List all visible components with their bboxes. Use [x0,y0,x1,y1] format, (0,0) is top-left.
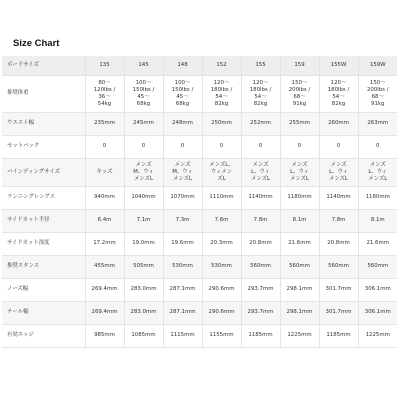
table-cell: 8.1m [280,209,319,232]
header-cell: 145 [124,56,163,75]
row-label: サイドカット半径 [2,209,85,232]
table-row [2,112,397,135]
table-cell: 0 [163,135,202,158]
table-cell: 560mm [280,255,319,278]
row-label: 有効エッジ [2,324,85,347]
table-cell: 250mm [202,112,241,135]
table-cell: 940mm [85,186,124,209]
table-cell: 1115mm [163,324,202,347]
header-row [2,56,397,75]
table-cell: 6.4m [85,209,124,232]
size-chart-table [2,56,397,348]
table-cell: 100〜 150lbs / 45〜 68kg [124,75,163,112]
table-cell: 1070mm [163,186,202,209]
table-cell: 293.7mm [241,301,280,324]
table-cell: 1225mm [358,324,397,347]
table-cell: 21.6mm [358,232,397,255]
table-cell: 120〜 180lbs / 54〜 82kg [202,75,241,112]
table-cell: 120〜 180lbs / 54〜 82kg [241,75,280,112]
table-cell: 530mm [202,255,241,278]
table-cell: メンズ M、ウィ メンズL [124,158,163,186]
table-row [2,135,397,158]
table-cell: 298.1mm [280,301,319,324]
table-row [2,255,397,278]
header-cell: 152 [202,56,241,75]
table-cell: 20.3mm [202,232,241,255]
table-cell: 0 [124,135,163,158]
table-cell: 1180mm [358,186,397,209]
table-cell: 17.2mm [85,232,124,255]
table-row [2,75,397,112]
table-cell: 7.8m [319,209,358,232]
table-cell: 0 [319,135,358,158]
table-cell: 0 [85,135,124,158]
table-cell: 248mm [163,112,202,135]
table-cell: 100〜 150lbs / 45〜 68kg [163,75,202,112]
table-cell: 7.3m [163,209,202,232]
table-cell: 287.1mm [163,301,202,324]
table-cell: 306.1mm [358,278,397,301]
table-row [2,278,397,301]
header-cell: 135 [85,56,124,75]
table-cell: 1225mm [280,324,319,347]
header-cell: 155 [241,56,280,75]
table-cell: メンズ L、ウィ メンズL [241,158,280,186]
row-label: テール幅 [2,301,85,324]
table-cell: 80〜 120lbs / 36〜 54kg [85,75,124,112]
row-label: ノーズ幅 [2,278,85,301]
table-cell: 269.4mm [85,301,124,324]
header-cell: ボードサイズ [2,56,85,75]
row-label: バインディングサイズ [2,158,85,186]
table-cell: キッズ [85,158,124,186]
table-cell: 8.1m [358,209,397,232]
table-cell: 255mm [280,112,319,135]
table-cell: 1140mm [241,186,280,209]
header-cell: 159 [280,56,319,75]
row-label: 推奨体重 [2,75,85,112]
table-cell: 7.6m [202,209,241,232]
row-label: ランニングレングス [2,186,85,209]
table-row [2,158,397,186]
table-cell: 301.7mm [319,301,358,324]
table-cell: 19.0mm [124,232,163,255]
table-cell: 298.1mm [280,278,319,301]
table-cell: 235mm [85,112,124,135]
table-cell: 0 [280,135,319,158]
header-cell: 148 [163,56,202,75]
table-row [2,232,397,255]
table-cell: 283.0mm [124,278,163,301]
table-cell: 505mm [124,255,163,278]
table-cell: 0 [358,135,397,158]
table-cell: 0 [241,135,280,158]
table-cell: 530mm [163,255,202,278]
table-cell: 1180mm [280,186,319,209]
header-cell: 159W [358,56,397,75]
table-cell: メンズL、 ウィメン ズL [202,158,241,186]
table-cell: 7.8m [241,209,280,232]
table-cell: 306.1mm [358,301,397,324]
table-cell: メンズ M、ウィ メンズL [163,158,202,186]
table-cell: 21.6mm [280,232,319,255]
table-cell: 1085mm [124,324,163,347]
row-label: ウエスト幅 [2,112,85,135]
table-cell: 120〜 180lbs / 54〜 82kg [319,75,358,112]
table-cell: 290.6mm [202,301,241,324]
table-cell: メンズ L、ウィ メンズL [280,158,319,186]
row-label: サイドカット深度 [2,232,85,255]
table-cell: 260mm [319,112,358,135]
table-cell: 985mm [85,324,124,347]
table-cell: 1140mm [319,186,358,209]
table-cell: 287.1mm [163,278,202,301]
table-cell: 293.7mm [241,278,280,301]
table-row [2,324,397,347]
table-cell: 301.7mm [319,278,358,301]
table-cell: メンズ L、ウィ メンズL [319,158,358,186]
table-cell: 560mm [319,255,358,278]
page-title: Size Chart [13,38,60,49]
header-cell: 155W [319,56,358,75]
table-cell: 1155mm [202,324,241,347]
table-cell: 455mm [85,255,124,278]
table-row [2,209,397,232]
table-cell: 19.6mm [163,232,202,255]
table-cell: 560mm [241,255,280,278]
table-cell: 1040mm [124,186,163,209]
table-cell: 150〜 200lbs / 68〜 91kg [280,75,319,112]
table-cell: 560mm [358,255,397,278]
table-cell: 1110mm [202,186,241,209]
table-row [2,301,397,324]
table-cell: 269.4mm [85,278,124,301]
table-cell: 290.6mm [202,278,241,301]
table-cell: 263mm [358,112,397,135]
table-cell: 0 [202,135,241,158]
table-cell: 252mm [241,112,280,135]
table-cell: 7.1m [124,209,163,232]
table-row [2,186,397,209]
table-cell: 150〜 200lbs / 68〜 91kg [358,75,397,112]
table-cell: 1185mm [319,324,358,347]
row-label: セットバック [2,135,85,158]
table-cell: 20.8mm [241,232,280,255]
table-cell: 283.0mm [124,301,163,324]
table-cell: メンズ L、ウィ メンズL [358,158,397,186]
table-cell: 20.8mm [319,232,358,255]
table-cell: 245mm [124,112,163,135]
table-cell: 1185mm [241,324,280,347]
row-label: 推奨スタンス [2,255,85,278]
